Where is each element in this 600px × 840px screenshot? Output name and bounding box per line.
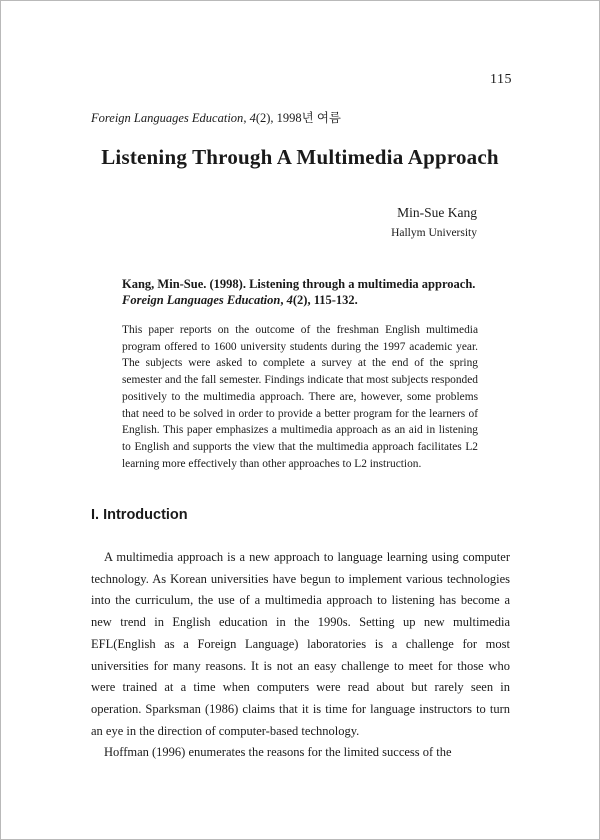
- author-affiliation: Hallym University: [391, 227, 477, 239]
- journal-issue: (2), 1998년 여름: [255, 111, 341, 125]
- citation: Kang, Min-Sue. (1998). Listening through a multimedia approach. Foreign Languages Education, 4(2), 115-132.: [122, 277, 476, 307]
- citation-issue-pages: (2), 115-132.: [292, 293, 358, 307]
- section-heading: I. Introduction: [91, 507, 188, 523]
- citation-volume: 4: [286, 293, 293, 307]
- journal-name: Foreign Languages Education: [91, 111, 244, 125]
- paragraph: A multimedia approach is a new approach to language learning using computer technology. As Korean universities have begun to implement various technologies into the curriculum, the use of a multimedia approach to listening has become a new trend in English education in the 1990s. Setting up new multimedia EFL(English as a Foreign Language) laboratories is a challenge for most universities for many reasons. It is not an easy challenge to meet for those who were trained at a time when computers were read about but rarely seen in operation. Sparksman (1986) claims that it is time for language instructors to turn an eye in the direction of computer-based technology.: [91, 550, 510, 738]
- journal-volume: 4: [249, 111, 256, 125]
- citation-main: Kang, Min-Sue. (1998). Listening through a multimedia approach.: [122, 277, 476, 291]
- journal-header: Foreign Languages Education, 4(2), 1998년 여름: [91, 111, 341, 125]
- paragraph: Hoffman (1996) enumerates the reasons for the limited success of the: [104, 745, 452, 760]
- paper-title: Listening Through A Multimedia Approach: [101, 145, 499, 169]
- page-number: 115: [490, 72, 512, 87]
- body-text: [91, 547, 510, 764]
- author-name: Min-Sue Kang: [397, 205, 477, 220]
- abstract: This paper reports on the outcome of the freshman English multimedia program offered to 1600 university students during the 1997 academic year. The subjects were asked to complete a survey at the end of the spring semester and the fall semester. Findings indicate that most subjects responded positively to the multimedia approach. There are, however, some problems that need to be solved in order to provide a better program for the learners of English. This paper emphasizes a multimedia approach as an aid in listening to English and supports the view that the multimedia approach facilitates L2 learning more effectively than other approaches to L2 instruction.: [122, 324, 478, 470]
- citation-journal: Foreign Languages Education: [122, 293, 281, 307]
